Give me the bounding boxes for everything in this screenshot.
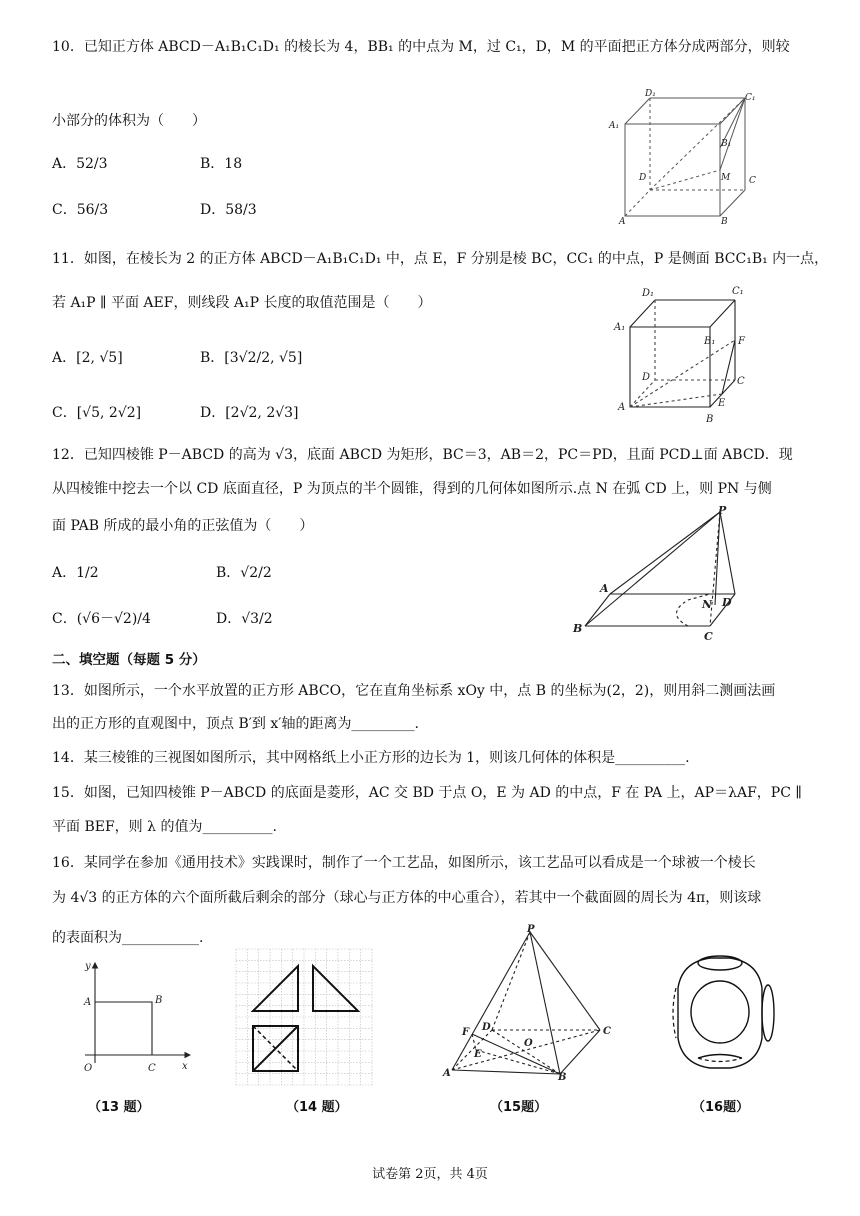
fig13-label-x: x	[182, 1061, 188, 1072]
q11-option-d: D．[2√2, 2√3]	[200, 405, 299, 421]
q11-option-a: A．[2, √5]	[52, 350, 123, 366]
q12-label-c: C	[704, 630, 713, 643]
fig15-label-o: O	[524, 1038, 533, 1049]
q11-line2: 若 A₁P ∥ 平面 AEF，则线段 A₁P 长度的取值范围是（ ）	[52, 295, 432, 311]
q10-label-b1: B₁	[721, 139, 732, 149]
fig13-square-figure	[70, 955, 200, 1080]
q11-label-b1: B₁	[704, 336, 716, 347]
q10-option-d: D．58/3	[200, 202, 257, 218]
q12-label-p: P	[718, 504, 727, 517]
q11-label-b: B	[706, 414, 714, 425]
q12-line3: 面 PAB 所成的最小角的正弦值为（ ）	[52, 518, 314, 534]
q16-line1: 16．某同学在参加《通用技术》实践课时，制作了一个工艺品，如图所示，该工艺品可以看成是一个球被一个棱长	[52, 855, 756, 871]
fig15-label-f: F	[462, 1027, 470, 1038]
fig13-label-c: C	[148, 1063, 156, 1074]
caption-fig15: （15题）	[490, 1100, 548, 1115]
q10-line1: 10．已知正方体 ABCD－A₁B₁C₁D₁ 的棱长为 4，BB₁ 的中点为 M，过 C₁，D，M 的平面把正方体分成两部分，则较	[52, 39, 790, 55]
q10-line2: 小部分的体积为（ ）	[52, 113, 206, 129]
q11-label-d: D	[642, 372, 651, 383]
q10-label-a1: A₁	[609, 121, 620, 131]
section-title-fill-in: 二、填空题（每题 5 分）	[52, 652, 206, 668]
q11-label-c: C	[737, 376, 745, 387]
q11-label-d1: D₁	[642, 288, 655, 299]
q10-label-b: B	[721, 217, 728, 227]
q12-label-a: A	[600, 582, 609, 595]
q10-label-d1: D₁	[645, 89, 656, 99]
fig15-label-d: D	[482, 1022, 491, 1033]
q12-line2: 从四棱锥中挖去一个以 CD 底面直径，P 为顶点的半个圆锥，得到的几何体如图所示.点 N 在弧 CD 上，则 PN 与侧	[52, 481, 772, 497]
q10-label-m: M	[721, 173, 731, 183]
caption-fig13: （13 题）	[88, 1100, 150, 1115]
q13-line2: 出的正方形的直观图中，顶点 B′到 x′轴的距离为_________.	[52, 716, 419, 732]
caption-fig16: （16题）	[692, 1100, 750, 1115]
q12-option-a: A．1/2	[52, 565, 99, 581]
q12-pyramid-figure	[570, 502, 770, 647]
fig15-label-e: E	[474, 1049, 482, 1060]
fig15-label-p: P	[527, 924, 535, 935]
q10-option-b: B．18	[200, 156, 243, 172]
q10-cube-figure	[605, 88, 805, 228]
fig13-label-b: B	[155, 995, 163, 1006]
q10-label-d: D	[639, 173, 647, 183]
q14-line1: 14．某三棱锥的三视图如图所示，其中网格纸上小正方形的边长为 1，则该几何体的体积是__________.	[52, 750, 690, 766]
q10-label-c: C	[749, 176, 756, 186]
q16-line2: 为 4√3 的正方体的六个面所截后剩余的部分（球心与正方体的中心重合），若其中一个截面圆的周长为 4π，则该球	[52, 890, 762, 906]
q10-label-c1: C₁	[745, 93, 756, 103]
fig13-label-o: O	[84, 1063, 93, 1074]
q12-line1: 12．已知四棱锥 P－ABCD 的高为 √3，底面 ABCD 为矩形，BC＝3，AB＝2，PC＝PD，且面 PCD⊥面 ABCD．现	[52, 447, 793, 463]
q12-option-b: B．√2/2	[216, 565, 272, 581]
fig13-label-a: A	[84, 997, 92, 1008]
q15-line1: 15．如图，已知四棱锥 P－ABCD 的底面是菱形，AC 交 BD 于点 O，E 为 AD 的中点，F 在 PA 上，AP＝λAF，PC ∥	[52, 785, 802, 801]
q15-line2: 平面 BEF，则 λ 的值为__________.	[52, 819, 277, 835]
q11-label-a1: A₁	[614, 322, 626, 333]
q12-label-n: N	[702, 598, 713, 611]
q16-line3: 的表面积为___________.	[52, 930, 204, 946]
q12-label-b: B	[573, 622, 583, 635]
fig15-label-b: B	[558, 1072, 567, 1082]
fig16-craft-figure	[660, 942, 780, 1082]
q11-label-f: F	[738, 336, 745, 347]
q11-option-c: C．[√5, 2√2]	[52, 405, 142, 421]
q12-label-d: D	[722, 596, 732, 609]
page-footer: 试卷第 2页，共 4页	[372, 1167, 488, 1182]
fig13-label-y: y	[85, 961, 91, 972]
q11-label-e: E	[718, 398, 726, 409]
fig15-label-c: C	[603, 1026, 611, 1037]
caption-fig14: （14 题）	[286, 1100, 348, 1115]
q13-line1: 13．如图所示，一个水平放置的正方形 ABCO，它在直角坐标系 xOy 中，点 B 的坐标为(2，2)，则用斜二测画法画	[52, 683, 776, 699]
q11-option-b: B．[3√2/2, √5]	[200, 350, 303, 366]
q10-label-a: A	[619, 217, 626, 227]
q11-cube-figure	[610, 282, 770, 427]
q12-option-d: D．√3/2	[216, 611, 273, 627]
q11-line1: 11．如图，在棱长为 2 的正方体 ABCD－A₁B₁C₁D₁ 中，点 E，F 分别是棱 BC，CC₁ 的中点，P 是侧面 BCC₁B₁ 内一点，	[52, 251, 829, 267]
q10-option-a: A．52/3	[52, 156, 108, 172]
fig15-label-a: A	[443, 1068, 451, 1079]
q10-option-c: C．56/3	[52, 202, 109, 218]
fig14-three-view-grid	[235, 948, 373, 1086]
q12-option-c: C．(√6－√2)/4	[52, 611, 151, 627]
q11-label-c1: C₁	[732, 286, 744, 297]
q11-label-a: A	[618, 402, 626, 413]
fig15-pyramid-figure	[440, 922, 620, 1082]
